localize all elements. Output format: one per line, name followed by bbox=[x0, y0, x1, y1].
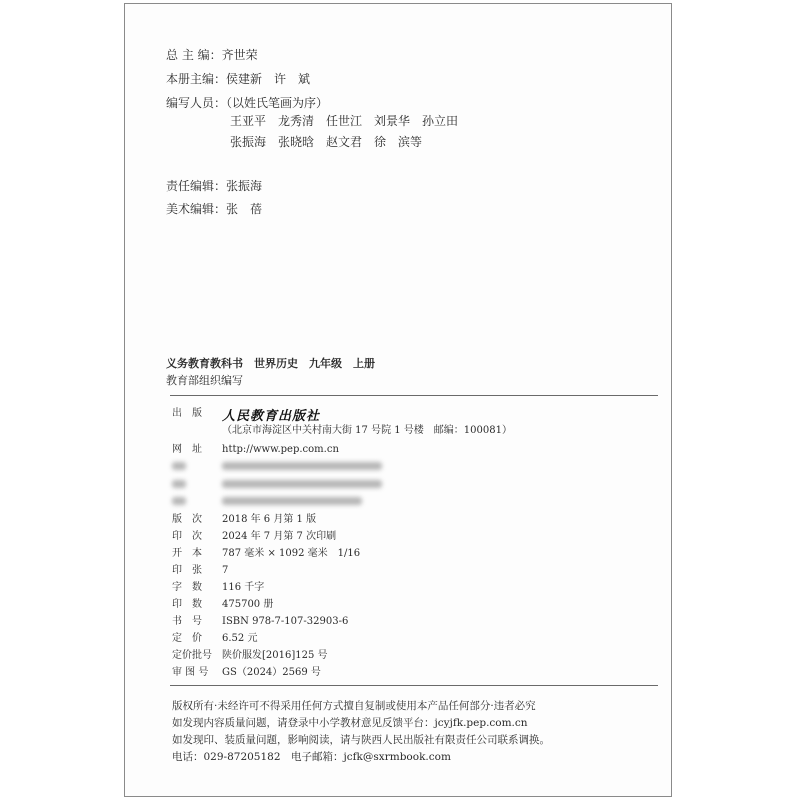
cip-key-isbn: 书 号 bbox=[172, 616, 202, 627]
redacted-value-3 bbox=[222, 497, 362, 505]
writers-label: 编写人员：（以姓氏笔画为序） bbox=[166, 96, 329, 110]
publisher-address: （北京市海淀区中关村南大街 17 号院 1 号楼 邮编：100081） bbox=[222, 425, 512, 436]
publisher-calligraphy-logo: 人民教育出版社 bbox=[222, 409, 321, 424]
cip-key-wordcount: 字 数 bbox=[172, 582, 202, 593]
cip-key-map-approval: 审 图 号 bbox=[172, 667, 209, 678]
redacted-key-1 bbox=[172, 462, 186, 470]
cip-value-printing: 2024 年 7 月第 7 次印刷 bbox=[222, 531, 337, 542]
divider-bottom bbox=[170, 685, 658, 686]
cip-key-price-approval: 定价批号 bbox=[172, 650, 212, 661]
writers-line-2: 张振海 张晓晗 赵文君 徐 滨等 bbox=[230, 135, 423, 149]
redacted-key-2 bbox=[172, 480, 186, 488]
cip-key-edition: 版 次 bbox=[172, 514, 202, 525]
cip-value-isbn: ISBN 978-7-107-32903-6 bbox=[222, 616, 349, 627]
cip-key-price: 定 价 bbox=[172, 633, 202, 644]
cip-value-price: 6.52 元 bbox=[222, 633, 258, 644]
chief-editor: 总 主 编：齐世荣 bbox=[166, 48, 258, 62]
print-quality-notice: 如发现印、装质量问题，影响阅读，请与陕西人民出版社有限责任公司联系调换。 bbox=[172, 734, 550, 746]
volume-editor: 本册主编：侯建新 许 斌 bbox=[166, 72, 311, 86]
copyright-notice: 版权所有·未经许可不得采用任何方式擅自复制或使用本产品任何部分·违者必究 bbox=[172, 700, 536, 712]
compiled-by: 教育部组织编写 bbox=[166, 374, 243, 387]
cip-key-publisher: 出 版 bbox=[172, 408, 202, 419]
redacted-value-2 bbox=[222, 480, 382, 488]
art-editor: 美术编辑：张 蓓 bbox=[166, 202, 263, 216]
writers-line-1: 王亚平 龙秀清 任世江 刘景华 孙立田 bbox=[230, 114, 459, 128]
cip-key-format: 开 本 bbox=[172, 548, 202, 559]
cip-value-edition: 2018 年 6 月第 1 版 bbox=[222, 514, 317, 525]
cip-key-copies: 印 数 bbox=[172, 599, 202, 610]
cip-key-website: 网 址 bbox=[172, 444, 202, 455]
cip-key-printing: 印 次 bbox=[172, 531, 202, 542]
cip-value-map-approval: GS（2024）2569 号 bbox=[222, 667, 321, 678]
cip-value-format: 787 毫米 × 1092 毫米 1/16 bbox=[222, 548, 361, 559]
redacted-value-1 bbox=[222, 462, 382, 470]
content-feedback-notice: 如发现内容质量问题，请登录中小学教材意见反馈平台：jcyjfk.pep.com.cn bbox=[172, 717, 528, 729]
redacted-key-3 bbox=[172, 497, 186, 505]
cip-value-wordcount: 116 千字 bbox=[222, 582, 265, 593]
cip-value-sheets: 7 bbox=[222, 565, 229, 576]
cip-value-website: http://www.pep.com.cn bbox=[222, 444, 339, 455]
cip-value-price-approval: 陕价服发[2016]125 号 bbox=[222, 650, 328, 661]
cip-key-sheets: 印 张 bbox=[172, 565, 202, 576]
responsible-editor: 责任编辑：张振海 bbox=[166, 179, 263, 193]
contact-line: 电话：029-87205182 电子邮箱：jcfk@sxrmbook.com bbox=[172, 751, 451, 763]
book-title-line: 义务教育教科书 世界历史 九年级 上册 bbox=[166, 357, 375, 370]
cip-value-copies: 475700 册 bbox=[222, 599, 274, 610]
divider-top bbox=[170, 395, 658, 396]
